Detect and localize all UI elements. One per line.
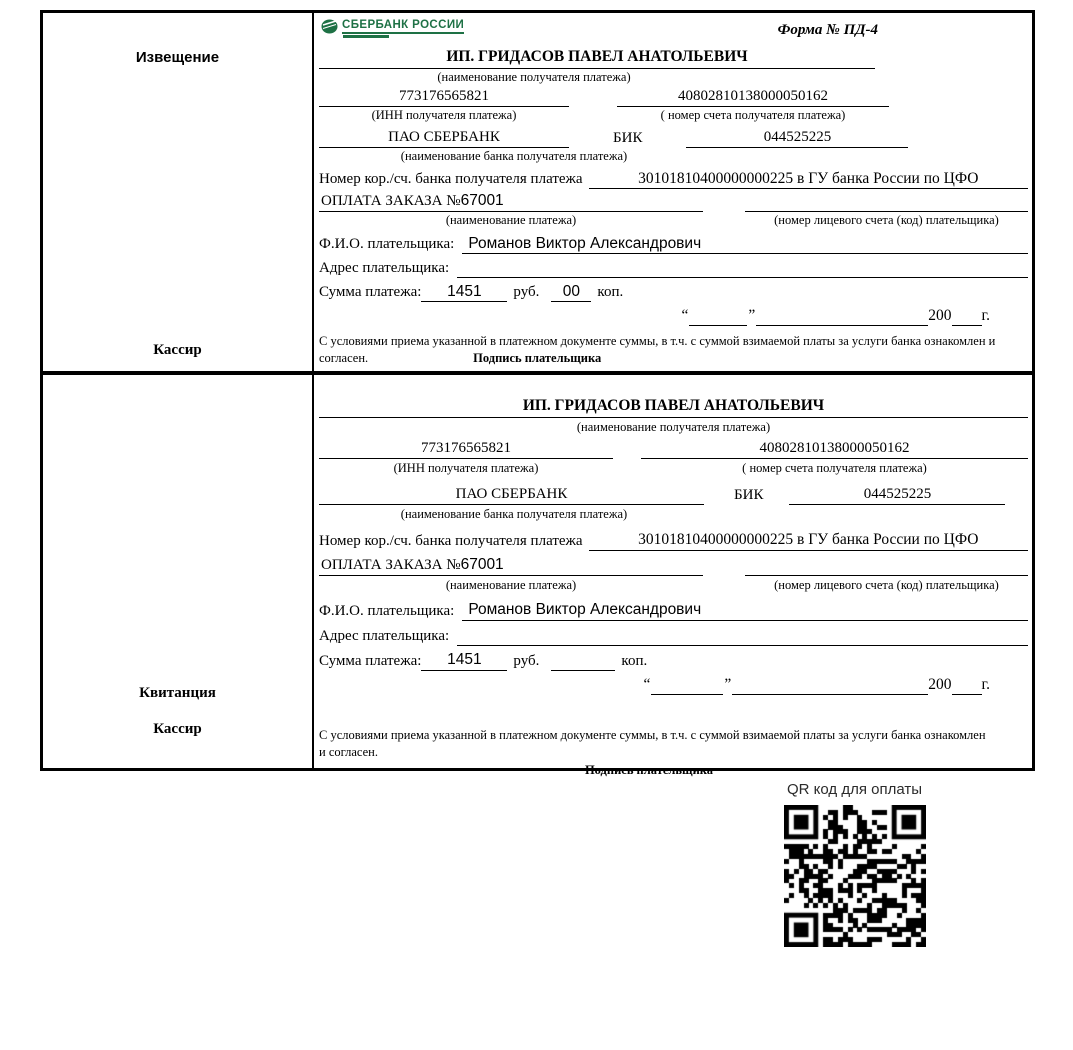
inn-account-hints xyxy=(319,107,1028,125)
bik-label: БИК xyxy=(613,130,643,146)
payment-name-hint: (наименование платежа) xyxy=(445,578,577,592)
bik-value: 044525225 xyxy=(686,128,908,148)
sberbank-logo-icon xyxy=(321,19,338,34)
inn-account-row xyxy=(319,87,1028,107)
quote-open: “ xyxy=(643,676,651,693)
bank-name-hint: (наименование банка получателя платежа) xyxy=(400,149,628,163)
year-suffix: г. xyxy=(981,676,990,693)
receipt-stub xyxy=(43,375,314,768)
corr-account-label: Номер кор./сч. банка получателя платежа xyxy=(319,533,583,549)
payee-name: ИП. ГРИДАСОВ ПАВЕЛ АНАТОЛЬЕВИЧ xyxy=(319,47,875,69)
payer-account-hint: (номер лицевого счета (код) плательщика) xyxy=(774,578,999,592)
receipt-label: Квитанция xyxy=(139,685,216,701)
inn-hint: (ИНН получателя платежа) xyxy=(393,461,539,475)
amount-label: Сумма платежа: xyxy=(319,653,422,669)
amount-rub-value: 1451 xyxy=(421,282,507,302)
payee-name-hint: (наименование получателя платежа) xyxy=(437,70,631,84)
payer-name-label: Ф.И.О. плательщика: xyxy=(319,236,455,252)
date-day-blank xyxy=(651,694,723,695)
date-row xyxy=(319,675,1028,695)
date-month-blank xyxy=(756,325,928,326)
order-number: 67001 xyxy=(460,192,504,209)
payment-name-hint: (наименование платежа) xyxy=(445,213,577,227)
payer-address-label: Адрес плательщика: xyxy=(319,628,450,644)
corr-account-row xyxy=(319,169,1028,189)
payee-account-value: 40802810138000050162 xyxy=(641,438,1028,459)
bank-row xyxy=(319,484,1028,505)
payee-inn-value: 773176565821 xyxy=(319,438,613,459)
agreement-text: С условиями приема указанной в платежном документе суммы, в т.ч. с суммой взимаемой платы за услуги банка ознакомлен и согласен. xyxy=(319,728,986,759)
inn-hint: (ИНН получателя платежа) xyxy=(371,108,517,122)
date-day-blank xyxy=(689,325,747,326)
amount-row xyxy=(319,650,1028,671)
amount-label: Сумма платежа: xyxy=(319,284,422,300)
kop-label: коп. xyxy=(597,284,624,300)
payer-address-value xyxy=(457,645,1028,646)
qr-code xyxy=(784,805,926,947)
agreement-text: С условиями приема указанной в платежном документе суммы, в т.ч. с суммой взимаемой платы за услуги банка ознакомлен и согласен. Подпись плательщика xyxy=(319,334,996,365)
payer-address-value xyxy=(457,277,1028,278)
payment-name-value: ОПЛАТА ЗАКАЗА №67001 xyxy=(319,555,703,576)
corr-account-value: 30101810400000000225 в ГУ банка России по ЦФО xyxy=(589,530,1028,551)
payment-name-hints xyxy=(319,576,1028,596)
kop-label: коп. xyxy=(621,653,648,669)
order-number: 67001 xyxy=(460,556,504,573)
account-hint: ( номер счета получателя платежа) xyxy=(660,108,846,122)
payer-name-label: Ф.И.О. плательщика: xyxy=(319,603,455,619)
cashier-label: Кассир xyxy=(153,721,202,737)
sberbank-logo xyxy=(321,19,464,38)
form-number: Форма № ПД-4 xyxy=(777,22,878,38)
inn-account-hints xyxy=(319,459,1028,479)
signature-label: Подпись плательщика xyxy=(584,762,714,777)
amount-rub-value: 1451 xyxy=(421,650,507,671)
notice-section xyxy=(43,13,1032,371)
amount-row xyxy=(319,282,1028,302)
notice-stub xyxy=(43,13,314,371)
amount-kop-value xyxy=(551,670,615,671)
qr-label: QR код для оплаты xyxy=(787,781,923,798)
bank-name-value: ПАО СБЕРБАНК xyxy=(319,128,569,148)
payer-address-label: Адрес плательщика: xyxy=(319,260,450,276)
payment-name-value: ОПЛАТА ЗАКАЗА №67001 xyxy=(319,191,703,212)
receipt-section xyxy=(43,371,1032,777)
bank-name-value: ПАО СБЕРБАНК xyxy=(319,484,704,505)
payer-account-hint: (номер лицевого счета (код) плательщика) xyxy=(774,213,999,227)
date-year-blank xyxy=(952,325,982,326)
payee-name-row xyxy=(319,396,1028,418)
corr-account-row xyxy=(319,530,1028,551)
inn-account-row xyxy=(319,438,1028,459)
payee-name-hint: (наименование получателя платежа) xyxy=(576,420,771,434)
quote-close: ” xyxy=(724,676,732,693)
payer-name-row xyxy=(319,600,1028,621)
quote-open: “ xyxy=(681,307,689,324)
bik-label: БИК xyxy=(734,487,764,503)
notice-label: Извещение xyxy=(135,49,220,66)
account-hint: ( номер счета получателя платежа) xyxy=(742,461,927,475)
bik-value: 044525225 xyxy=(789,484,1005,505)
receipt-content xyxy=(314,375,1032,777)
year-prefix: 200 xyxy=(928,307,952,324)
qr-payment-block xyxy=(784,781,926,947)
payee-inn-value: 773176565821 xyxy=(319,87,569,107)
payer-name-value: Романов Виктор Александрович xyxy=(462,234,1028,254)
date-year-blank xyxy=(952,694,982,695)
pd4-payment-form xyxy=(40,10,1035,777)
year-suffix: г. xyxy=(981,307,990,324)
quote-close: ” xyxy=(748,307,756,324)
corr-account-label: Номер кор./сч. банка получателя платежа xyxy=(319,171,583,187)
bank-row xyxy=(319,128,1028,148)
year-prefix: 200 xyxy=(928,676,952,693)
rub-label: руб. xyxy=(513,653,540,669)
signature-label: Подпись плательщика xyxy=(473,350,602,365)
payee-name: ИП. ГРИДАСОВ ПАВЕЛ АНАТОЛЬЕВИЧ xyxy=(319,396,1028,418)
date-row xyxy=(319,306,1028,326)
payer-address-row xyxy=(319,626,1028,646)
sberbank-logo-tagline xyxy=(343,35,389,38)
payment-name-row xyxy=(319,555,1028,576)
notice-content xyxy=(314,13,1032,371)
payer-name-value: Романов Виктор Александрович xyxy=(462,600,1028,621)
sberbank-logo-label: СБЕРБАНК РОССИИ xyxy=(342,19,464,34)
payer-address-row xyxy=(319,259,1028,278)
bank-name-hint: (наименование банка получателя платежа) xyxy=(400,507,628,521)
cashier-label: Кассир xyxy=(153,342,202,358)
amount-kop-value: 00 xyxy=(551,282,591,302)
corr-account-value: 30101810400000000225 в ГУ банка России по ЦФО xyxy=(589,169,1028,189)
payee-name-row xyxy=(319,47,1028,69)
date-month-blank xyxy=(732,694,928,695)
payer-name-row xyxy=(319,234,1028,254)
payee-account-value: 40802810138000050162 xyxy=(617,87,889,107)
rub-label: руб. xyxy=(513,284,540,300)
notice-header xyxy=(319,18,1028,46)
payment-name-hints xyxy=(319,212,1028,230)
payment-name-row xyxy=(319,191,1028,212)
